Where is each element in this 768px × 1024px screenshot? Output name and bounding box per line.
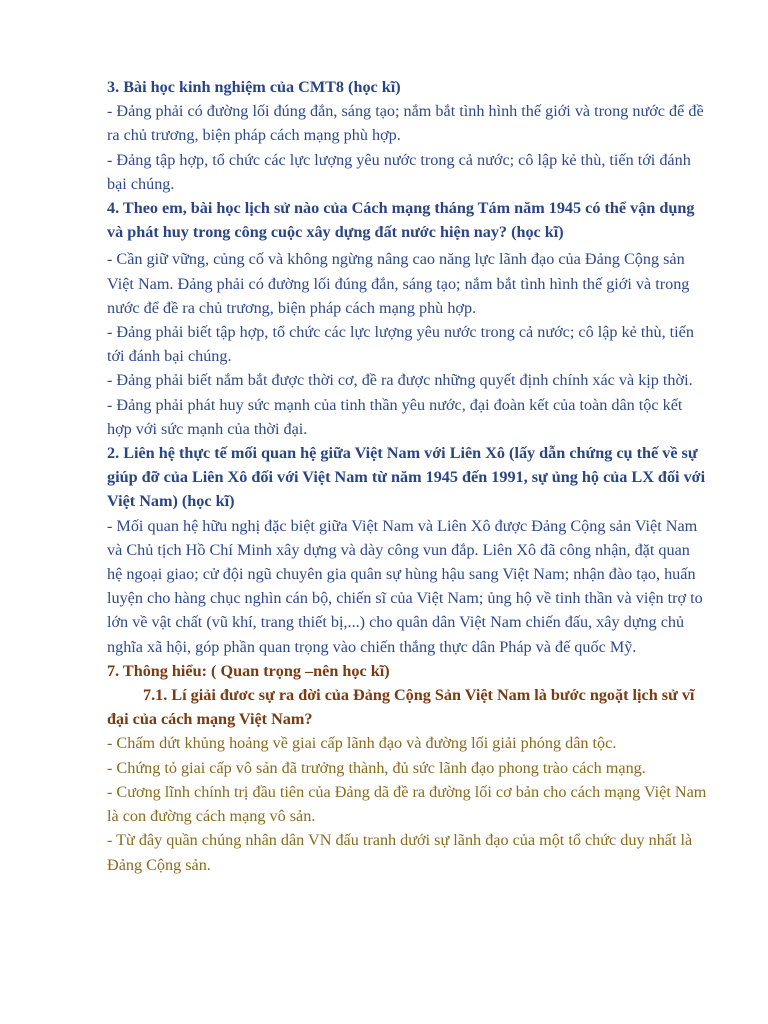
section-4-paragraph-3: - Đảng phải biết nắm bắt được thời cơ, đề ra được những quyết định chính xác và kịp thời. bbox=[107, 371, 693, 390]
section-4-heading: 4. Theo em, bài học lịch sử nào của Cách mạng tháng Tám năm 1945 có thể vận dụng và phát huy trong công cuộc xây dựng đất nước hiện nay? (học kĩ) bbox=[107, 199, 695, 242]
section-7-1-paragraph-3: - Cương lĩnh chính trị đầu tiên của Đảng dã đề ra đường lối cơ bản cho cách mạng Việt Nam là con đường cách mạng vô sản. bbox=[107, 782, 707, 826]
document-body bbox=[107, 75, 707, 877]
section-4-paragraph-1: - Cần giữ vững, củng cố và không ngừng nâng cao năng lực lãnh đạo của Đảng Cộng sản Việt Nam. Đảng phải có đường lối đúng đắn, sáng tạo; nắm bắt tình hình thế giới và trong nước để đề ra chủ trương, biện pháp cách mạng phù hợp. bbox=[107, 250, 690, 317]
section-4-paragraph-2: - Đảng phải biết tập hợp, tổ chức các lực lượng yêu nước trong cả nước; cô lập kẻ thù, tiến tới đánh bại chúng. bbox=[107, 323, 694, 366]
section-7-heading: 7. Thông hiểu: ( Quan trọng –nên học kĩ) bbox=[107, 661, 390, 680]
section-3-paragraph-2: - Đảng tập hợp, tổ chức các lực lượng yêu nước trong cả nước; cô lập kẻ thù, tiến tới đánh bại chúng. bbox=[107, 150, 691, 193]
section-7-1-paragraph-2: - Chứng tỏ giai cấp vô sản đã trưởng thành, đủ sức lãnh đạo phong trào cách mạng. bbox=[107, 758, 646, 777]
section-2-paragraph-1: - Mối quan hệ hữu nghị đặc biệt giữa Việt Nam và Liên Xô được Đảng Cộng sản Việt Nam và Chủ tịch Hồ Chí Minh xây dựng và dày công vun đắp. Liên Xô đã công nhận, đặt quan hệ ngoại giao; cử đội ngũ chuyên gia quân sự hùng hậu sang Việt Nam; nhận đào tạo, huấn luyện cho hàng chục nghìn cán bộ, chiến sĩ của Việt Nam; ủng hộ về tinh thần và viện trợ to lớn về vật chất (vũ khí, trang thiết bị,...) cho quân dân Việt Nam chiến đấu, xây dựng chủ nghĩa xã hội, góp phần quan trọng vào chiến thắng thực dân Pháp và đế quốc Mỹ. bbox=[107, 516, 703, 656]
section-3-paragraph-1: - Đảng phải có đường lối đúng đắn, sáng tạo; nắm bắt tình hình thế giới và trong nước để đề ra chủ trương, biện pháp cách mạng phù hợp. bbox=[107, 102, 704, 145]
section-7-1-paragraph-4: - Từ đây quần chúng nhân dân VN đấu tranh dưới sự lãnh đạo của một tổ chức duy nhất là Đảng Cộng sản. bbox=[107, 831, 693, 874]
section-7-1-paragraph-1: - Chấm dứt khủng hoảng về giai cấp lãnh đạo và đường lối giải phóng dân tộc. bbox=[107, 734, 617, 753]
section-2-heading: 2. Liên hệ thực tế mối quan hệ giữa Việt Nam với Liên Xô (lấy dẫn chứng cụ thế về sự giúp đỡ của Liên Xô đối với Việt Nam từ năm 1945 đến 1991, sự ủng hộ của LX đối với Việt Nam) (học kĩ) bbox=[107, 444, 706, 511]
section-4-paragraph-4: - Đảng phải phát huy sức mạnh của tinh thần yêu nước, đại đoàn kết của toàn dân tộc kết hợp với sức mạnh của thời đại. bbox=[107, 395, 683, 438]
section-3-heading: 3. Bài học kinh nghiệm của CMT8 (học kĩ) bbox=[107, 78, 401, 96]
section-7-1-heading: 7.1. Lí giải đươc sự ra đời của Đảng Cộng Sản Việt Nam là bước ngoặt lịch sử vĩ đại của cách mạng Việt Nam? bbox=[107, 686, 695, 729]
